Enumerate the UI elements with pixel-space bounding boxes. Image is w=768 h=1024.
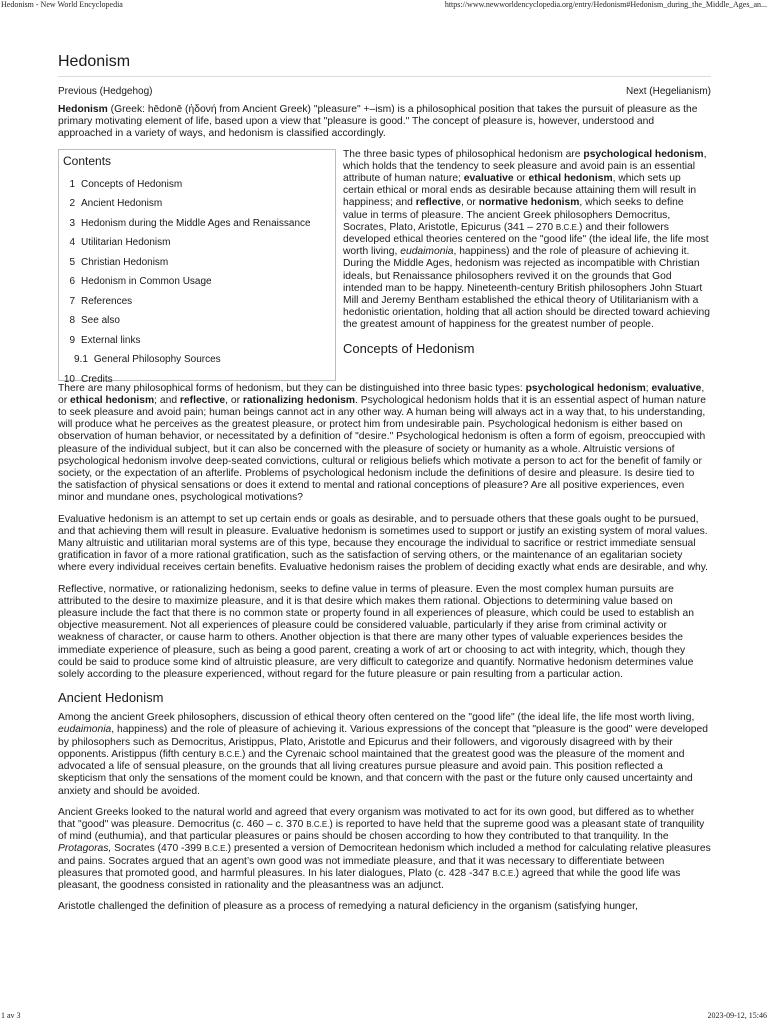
lead-term: Hedonism [58,104,108,115]
toc-item-label: Christian Hedonism [81,256,169,268]
toc-item-label: Hedonism during the Middle Ages and Renaissance [81,217,311,229]
toc-item-middle-ages[interactable] [63,214,331,234]
text-run: . Psychological hedonism holds that it is an essential aspect of human nature to seek pleasure and avoid pain; human beings cannot act in any other way. A human being will always act in a way that, to his understanding, will produce what he perceives as the greatest pleasure, or protect him from undesirable pain. Psychological hedonism is either based on observation of human behavior, or necessitated by a definition of "desire." Psychological hedonism is often a form of egoism, preoccupied with pleasure of the individual subject, but it can also be concerned with the pleasure of society or humanity as a whole. Altruistic versions of psychological hedonism involve deep-seated convictions, cultural or religious beliefs which motivate a person to act for the benefit of family or society, or the expectation of an afterlife. Problems of psychological hedonism include the definitions of desire and pleasure. Is desire tied to the satisfaction of physical sensations or does it extend to mental and rational conceptions of pleasure? Are all positive experiences, even minor and mundane ones, psychological motivations? [58,394,706,504]
text-run: , or [58,382,705,406]
print-header-url: https://www.newworldencyclopedia.org/entry/Hedonism#Hedonism_during_the_Middle_Ages_an... [444,0,767,9]
text-run: , or [225,394,243,406]
page-title: Hedonism [58,50,711,77]
lead-paragraph [58,104,711,141]
era-abbreviation: B.C.E. [492,868,516,878]
article-navigation [58,86,711,100]
text-run: ) and the Cyrenaic school maintained that the greatest good was the pleasure of the moment and advocated a life of sensual pleasure, on the grounds that all living creatures pursue pleasure and avoid pain. This position reflected a skepticism that only the sensations of the moment could be known, and that concern with the past or the future only caused uncertainty and anxiety and should be avoided. [58,748,693,797]
bold-term: ethical hedonism [528,173,613,185]
toc-item-number: 9 [69,334,75,346]
bold-term: ethical hedonism [70,394,155,406]
bold-term: psychological hedonism [525,382,646,394]
text-run: , happiness) and the role of pleasure of achieving it. Various expressions of the concept that "pleasure is the good" were developed by philosophers such as Democritus, Aristippus, Plato, Aristotle and Epicurus and their followers, and vigorously disagreed with by their opponents. Aristippus (fifth century [58,724,708,760]
toc-item-philosophy-sources[interactable] [63,350,331,370]
toc-item-references[interactable] [63,292,331,312]
concepts-paragraph-2: Evaluative hedonism is an attempt to set up certain ends or goals as desirable, and to persuade others that these goals ought to be pursued, and that achieving them will result in pleasure. Evaluative hedonism is sometimes used to support or justify an existing system of moral values. Many altruistic and utilitarian moral systems are of this type, because they encourage the individual to sacrifice or restrict immediate sensual gratification in favor of a more rational gratification, such as the satisfaction of serving others, or the maintenance of an egalitarian society where every individual receives certain benefits. Evaluative hedonism raises the problem of deciding exactly what ends are desirable, and why. [58,513,709,574]
italic-term: eudaimonia [58,724,112,736]
text-run: The three basic types of philosophical hedonism are [343,148,584,160]
toc-item-number: 1 [69,178,75,190]
text-run: , which seeks to define value in terms of pleasure. The ancient Greek philosophers Democritus, Socrates, Plato, Aristotle, Epicurus (341 – 270 [343,197,684,233]
text-run: Ancient Greeks looked to the natural world and agreed that every organism was motivated to act for its own good, but differed as to whether that "good" was pleasure. Democritus (c. 460 – c. 370 [58,806,695,830]
toc-item-number: 6 [69,276,75,288]
toc-item-common-usage[interactable] [63,272,331,292]
toc-item-label: External links [81,334,141,346]
article-page [58,50,711,922]
toc-item-label: References [81,295,133,307]
ancient-paragraph-2 [58,807,711,892]
ancient-paragraph-1 [58,712,711,797]
toc-item-christian[interactable] [63,253,331,273]
text-run: ) presented a version of Democritean hedonism which included a method for calculating relative pleasures and pains. Socrates argued that an agent’s own good was not immediate pleasure, and that it was necessary to differentiate between pleasures that promoted good, and harmful pleasures. In his later dialogues, Plato (c. 428 -347 [58,843,711,879]
toc-item-ancient[interactable] [63,194,331,214]
section-heading-ancient: Ancient Hedonism [58,690,164,706]
era-abbreviation: B.C.E. [306,819,330,829]
bold-term: reflective [179,394,226,406]
toc-item-label: Credits [81,373,113,385]
toc-item-label: Ancient Hedonism [81,198,163,210]
toc-item-label: See also [81,315,120,327]
text-run: ) and their followers developed ethical theories centered on the "good life" (the ideal life, the life most worth living, [343,221,709,258]
bold-term: psychological hedonism [583,148,704,160]
bold-term: reflective [415,197,461,209]
toc-item-number: 5 [69,256,75,268]
toc-item-label: Concepts of Hedonism [81,178,183,190]
next-article-link[interactable]: Next (Hegelianism) [625,86,711,97]
era-abbreviation: B.C.E. [218,749,242,759]
toc-item-number: 10 [63,373,75,385]
previous-article-link[interactable]: Previous (Hedgehog) [58,86,153,97]
toc-item-label: Utilitarian Hedonism [81,237,171,249]
text-run: ; and [154,394,180,406]
italic-term: Protagoras, [58,843,112,855]
toc-item-number: 2 [69,198,75,210]
italic-term: eudaimonia [400,246,454,258]
toc-item-number: 9.1 [74,354,88,366]
text-run: , happiness) and the role of pleasure of achieving it. During the Middle Ages, hedonism was rejected as incompatible with Christian ideals, but Renaissance philosophers revived it on the grounds that God intended man to be happy. Nineteenth-century British philosophers John Stuart Mill and Jeremy Bentham established the ethical theory of Utilitarianism with a hedonistic orientation, holding that all action should be directed toward achieving the greatest amount of happiness for the greatest number of people. [343,246,710,331]
toc-item-number: 3 [69,217,75,229]
toc-title: Contents [63,153,112,168]
text-run: ; [645,382,652,394]
bold-term: normative hedonism [478,197,580,209]
text-run: There are many philosophical forms of hedonism, but they can be distinguished into three basic types: [58,382,526,394]
bold-term: rationalizing hedonism [242,394,356,406]
text-run: ) agreed that while the good life was pleasant, the goodness consisted in rationality and the pleasantness was an adjunct. [58,867,681,891]
ancient-paragraph-3: Aristotle challenged the definition of pleasure as a process of remedying a natural deficiency in the organism (satisfying hunger, [58,901,638,913]
toc-item-number: 4 [69,237,75,249]
table-of-contents [58,149,336,385]
text-run: , which holds that the tendency to seek pleasure and avoid pain is an essential attribute of human nature; [343,148,707,185]
text-run: or [513,173,529,185]
text-run: ) is reported to have held that the supreme good was a pleasant state of tranquility of mind (euthumia), and that particular pleasures or pains should be chosen according to how they contributed to that tranquility. In the [58,818,705,843]
toc-item-number: 8 [69,315,75,327]
era-abbreviation: B.C.E. [204,844,228,854]
toc-item-see-also[interactable] [63,311,331,331]
toc-item-number: 7 [69,295,75,307]
bold-term: evaluative [651,382,702,394]
concepts-paragraph-1 [58,383,711,505]
toc-item-label: Hedonism in Common Usage [81,276,212,288]
toc-item-concepts[interactable] [63,175,331,195]
toc-item-label: General Philosophy Sources [93,354,221,366]
text-run: , which sets up certain ethical or moral ends as desirable because attaining them will result in happiness; and [343,173,697,209]
lead-text: (Greek: hēdonē (ἡδονή from Ancient Greek) "pleasure" +–ism) is a philosophical position that takes the pursuit of pleasure as the primary motivating element of life, based upon a view that "pleasure is good." The concept of pleasure is, however, understood and approached in a variety of ways, and hedonism is classified accordingly. [58,104,698,140]
text-run: Socrates (470 -399 [111,843,205,855]
toc-list [63,175,331,390]
era-abbreviation: B.C.E. [555,222,580,232]
text-run: Among the ancient Greek philosophers, discussion of ethical theory often centered on the "good life" (the ideal life, the life most worth living, [58,712,695,724]
print-header-title: Hedonism - New World Encyclopedia [1,0,123,9]
print-footer-timestamp: 2023-09-12, 15:46 [707,1011,767,1020]
text-run: , or [460,197,479,209]
print-header [0,0,768,12]
section-heading-concepts: Concepts of Hedonism [343,340,475,356]
bold-term: evaluative [463,173,514,185]
toc-item-utilitarian[interactable] [63,233,331,253]
toc-item-external-links[interactable] [63,331,331,351]
print-footer-page-count: 1 av 3 [1,1011,21,1020]
print-footer [0,1011,768,1023]
concepts-paragraph-3: Reflective, normative, or rationalizing hedonism, seeks to define value in terms of pleasure. Even the most complex human pursuits are attributed to the desire to maximize pleasure, and it is that desire which makes them rational. Objections to determining value based on pleasure include the fact that there is no common state or property found in all experiences of pleasure, which could be used to establish an objective measurement. Not all experiences of pleasure could be considered valuable, particularly if they arise from criminal activity or weakness of character, or cause harm to others. Another objection is that there are many other types of valuable experiences besides the immediate experience of pleasure, such as being a good parent, creating a work of art or choosing to act with integrity, which, though they could be said to produce some kind of altruistic pleasure, are very difficult to categorize and quantify. Normative hedonism determines value solely according to the pleasure experienced, without regard for the future pleasure or pain resulting from a particular action. [58,583,694,681]
